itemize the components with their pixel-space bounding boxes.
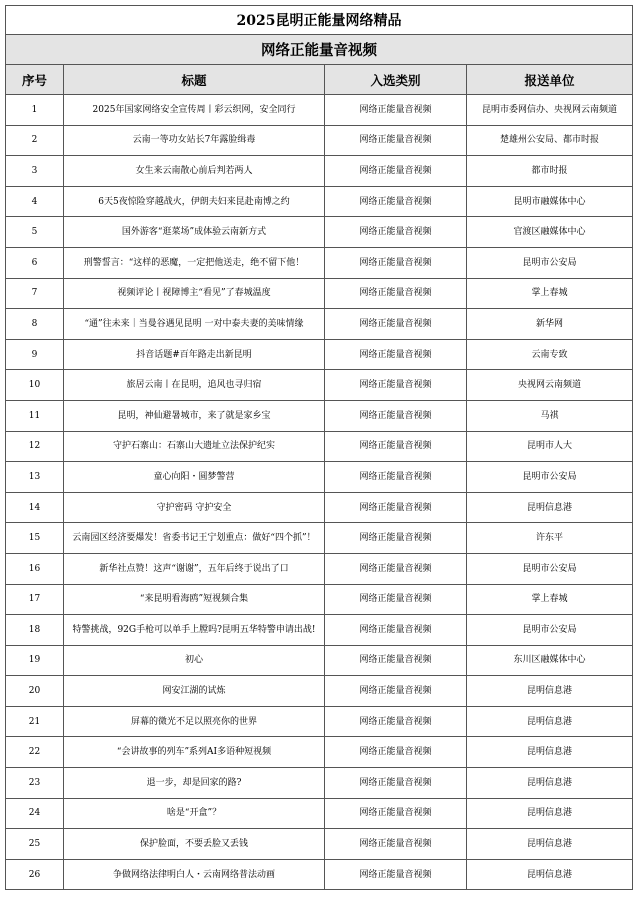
table-row [6, 829, 633, 860]
row-category: 网络正能量音视频 [325, 553, 467, 584]
row-index: 19 [6, 645, 64, 676]
works-table [5, 5, 633, 890]
row-title: 守护石寨山：石寨山大遗址立法保护纪实 [64, 431, 325, 462]
row-unit: 昆明市公安局 [467, 553, 633, 584]
row-title: 云南一等功女站长7年露脸缉毒 [64, 125, 325, 156]
row-category: 网络正能量音视频 [325, 247, 467, 278]
row-unit: 昆明市委网信办、央视网云南频道 [467, 95, 633, 126]
row-title: 国外游客“逛菜场”成体验云南新方式 [64, 217, 325, 248]
row-title: 2025年国家网络安全宣传周丨彩云织网，安全同行 [64, 95, 325, 126]
table-row [6, 156, 633, 187]
table-row [6, 523, 633, 554]
row-title: 昆明，神仙避暑城市，来了就是家乡宝 [64, 400, 325, 431]
row-index: 9 [6, 339, 64, 370]
row-title: “会讲故事的列车”系列AI多语种短视频 [64, 737, 325, 768]
row-title: 视频评论丨视障博主“看见”了春城温度 [64, 278, 325, 309]
document-sheet [5, 5, 632, 890]
row-category: 网络正能量音视频 [325, 706, 467, 737]
row-title: 童心向阳・圆梦警营 [64, 462, 325, 493]
row-unit: 昆明信息港 [467, 768, 633, 799]
table-row [6, 553, 633, 584]
table-row [6, 217, 633, 248]
row-category: 网络正能量音视频 [325, 278, 467, 309]
row-category: 网络正能量音视频 [325, 431, 467, 462]
header-row [6, 65, 633, 95]
row-unit: 昆明信息港 [467, 706, 633, 737]
row-category: 网络正能量音视频 [325, 217, 467, 248]
row-title: 屏幕的微光不足以照亮你的世界 [64, 706, 325, 737]
table-row [6, 370, 633, 401]
row-unit: 东川区融媒体中心 [467, 645, 633, 676]
row-unit: 都市时报 [467, 156, 633, 187]
row-unit: 许东平 [467, 523, 633, 554]
table-row [6, 186, 633, 217]
table-row [6, 339, 633, 370]
row-index: 1 [6, 95, 64, 126]
row-unit: 昆明市公安局 [467, 247, 633, 278]
row-index: 12 [6, 431, 64, 462]
row-unit: 马祺 [467, 400, 633, 431]
row-unit: 掌上春城 [467, 278, 633, 309]
row-title: 新华社点赞！这声“谢谢”，五年后终于说出了口 [64, 553, 325, 584]
row-title: 初心 [64, 645, 325, 676]
row-unit: 昆明市公安局 [467, 462, 633, 493]
table-row [6, 247, 633, 278]
row-unit: 掌上春城 [467, 584, 633, 615]
row-unit: 昆明市人大 [467, 431, 633, 462]
row-category: 网络正能量音视频 [325, 645, 467, 676]
main-title: 2025昆明正能量网络精品 [6, 6, 633, 35]
row-unit: 昆明信息港 [467, 676, 633, 707]
row-index: 16 [6, 553, 64, 584]
header-index: 序号 [6, 65, 64, 95]
row-index: 21 [6, 706, 64, 737]
table-row [6, 309, 633, 340]
table-body [6, 95, 633, 890]
row-unit: 官渡区融媒体中心 [467, 217, 633, 248]
table-row [6, 462, 633, 493]
table-row [6, 125, 633, 156]
row-title: 网安江湖的试炼 [64, 676, 325, 707]
row-title: 特警挑战，92G手枪可以单手上膛吗?昆明五华特警申请出战! [64, 615, 325, 646]
row-index: 6 [6, 247, 64, 278]
row-title: 6天5夜惊险穿越战火，伊朗夫妇来昆赴南博之约 [64, 186, 325, 217]
row-index: 5 [6, 217, 64, 248]
row-category: 网络正能量音视频 [325, 615, 467, 646]
row-category: 网络正能量音视频 [325, 339, 467, 370]
row-unit: 新华网 [467, 309, 633, 340]
row-index: 13 [6, 462, 64, 493]
header-unit: 报送单位 [467, 65, 633, 95]
row-index: 8 [6, 309, 64, 340]
row-category: 网络正能量音视频 [325, 370, 467, 401]
row-unit: 昆明信息港 [467, 859, 633, 890]
row-index: 11 [6, 400, 64, 431]
row-index: 7 [6, 278, 64, 309]
row-index: 14 [6, 492, 64, 523]
row-index: 22 [6, 737, 64, 768]
row-title: 啥是“开盒”？ [64, 798, 325, 829]
table-row [6, 737, 633, 768]
row-index: 10 [6, 370, 64, 401]
row-title: 抖音话题#百年路走出新昆明 [64, 339, 325, 370]
table-row [6, 676, 633, 707]
row-category: 网络正能量音视频 [325, 400, 467, 431]
row-index: 15 [6, 523, 64, 554]
table-row [6, 768, 633, 799]
table-row [6, 706, 633, 737]
row-index: 17 [6, 584, 64, 615]
row-title: 守护密码 守护安全 [64, 492, 325, 523]
row-unit: 昆明信息港 [467, 798, 633, 829]
row-index: 24 [6, 798, 64, 829]
row-title: 云南园区经济要爆发！省委书记王宁划重点：做好“四个抓”！ [64, 523, 325, 554]
row-title: “通”往未来｜当曼谷遇见昆明 一对中泰夫妻的美味情缘 [64, 309, 325, 340]
header-title: 标题 [64, 65, 325, 95]
table-row [6, 615, 633, 646]
row-index: 3 [6, 156, 64, 187]
table-row [6, 584, 633, 615]
row-index: 18 [6, 615, 64, 646]
table-row [6, 645, 633, 676]
row-unit: 昆明信息港 [467, 492, 633, 523]
row-category: 网络正能量音视频 [325, 492, 467, 523]
row-category: 网络正能量音视频 [325, 156, 467, 187]
row-category: 网络正能量音视频 [325, 829, 467, 860]
row-category: 网络正能量音视频 [325, 737, 467, 768]
row-unit: 昆明信息港 [467, 829, 633, 860]
row-category: 网络正能量音视频 [325, 584, 467, 615]
section-title: 网络正能量音视频 [6, 35, 633, 65]
row-title: 刑警誓言：“这样的恶魔，一定把他送走，绝不留下他！ [64, 247, 325, 278]
row-category: 网络正能量音视频 [325, 462, 467, 493]
title-row [6, 6, 633, 35]
header-category: 入选类别 [325, 65, 467, 95]
row-index: 23 [6, 768, 64, 799]
row-title: 保护脸面，不要丢脸又丢钱 [64, 829, 325, 860]
row-index: 25 [6, 829, 64, 860]
section-row [6, 35, 633, 65]
row-unit: 昆明信息港 [467, 737, 633, 768]
table-row [6, 95, 633, 126]
table-row [6, 798, 633, 829]
table-row [6, 278, 633, 309]
row-category: 网络正能量音视频 [325, 186, 467, 217]
row-title: 旅居云南丨在昆明，追风也寻归宿 [64, 370, 325, 401]
row-title: 争做网络法律明白人・云南网络普法动画 [64, 859, 325, 890]
table-row [6, 492, 633, 523]
row-category: 网络正能量音视频 [325, 309, 467, 340]
row-category: 网络正能量音视频 [325, 523, 467, 554]
row-unit: 楚雄州公安局、都市时报 [467, 125, 633, 156]
row-category: 网络正能量音视频 [325, 125, 467, 156]
row-category: 网络正能量音视频 [325, 768, 467, 799]
row-unit: 央视网云南频道 [467, 370, 633, 401]
table-row [6, 400, 633, 431]
row-category: 网络正能量音视频 [325, 676, 467, 707]
row-index: 4 [6, 186, 64, 217]
row-unit: 云南专致 [467, 339, 633, 370]
row-index: 20 [6, 676, 64, 707]
row-category: 网络正能量音视频 [325, 859, 467, 890]
row-title: 女生来云南散心前后判若两人 [64, 156, 325, 187]
table-row [6, 859, 633, 890]
table-row [6, 431, 633, 462]
row-category: 网络正能量音视频 [325, 95, 467, 126]
row-index: 2 [6, 125, 64, 156]
row-category: 网络正能量音视频 [325, 798, 467, 829]
row-unit: 昆明市融媒体中心 [467, 186, 633, 217]
row-title: 退一步，却是回家的路? [64, 768, 325, 799]
row-index: 26 [6, 859, 64, 890]
row-title: “来昆明看海鸥”短视频合集 [64, 584, 325, 615]
row-unit: 昆明市公安局 [467, 615, 633, 646]
